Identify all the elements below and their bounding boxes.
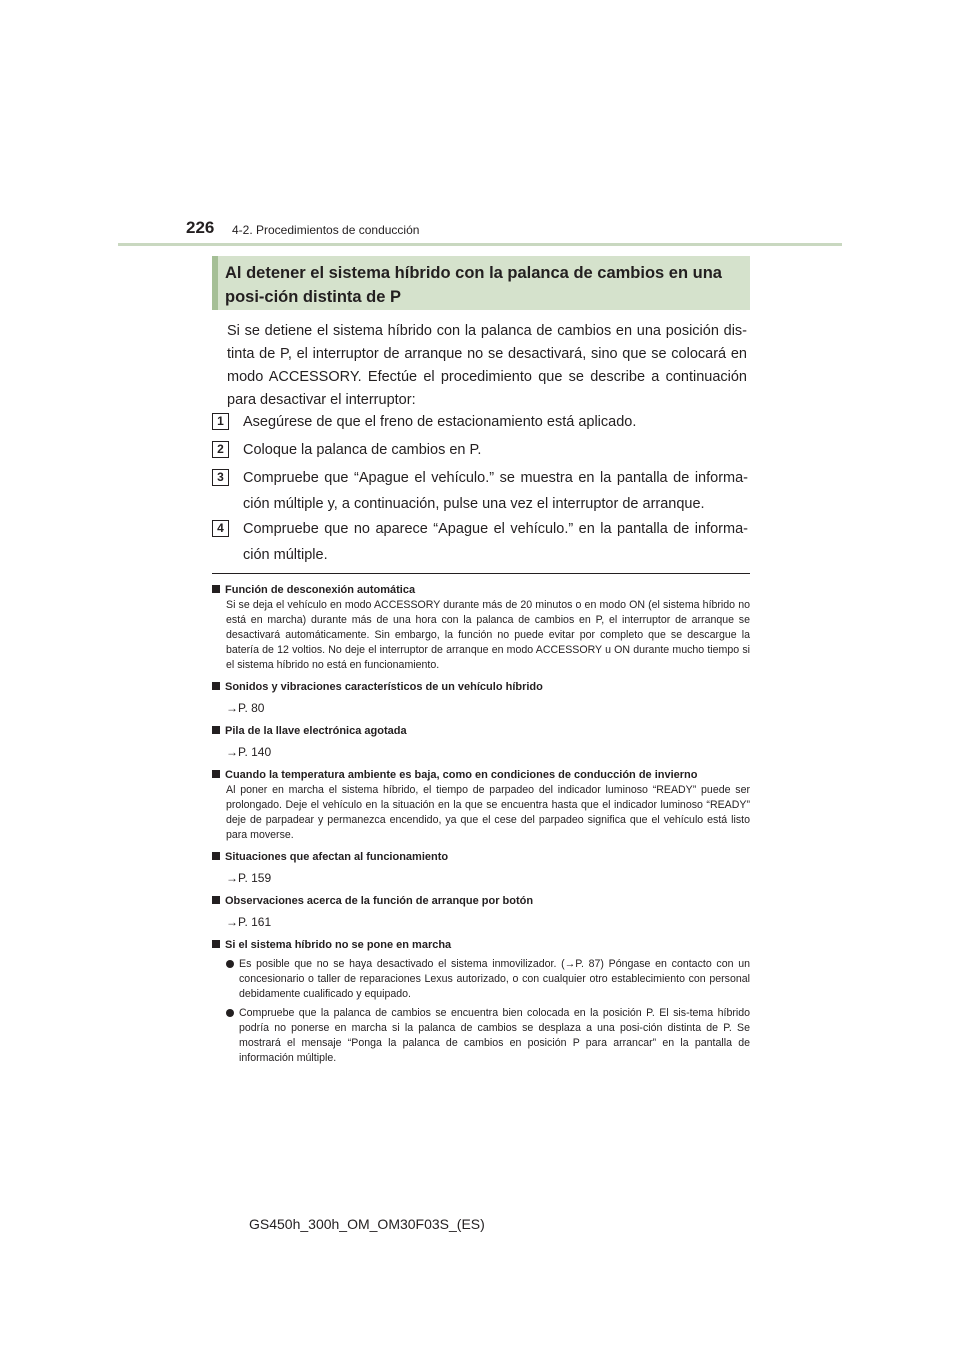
square-bullet-icon bbox=[212, 682, 220, 690]
notes bbox=[212, 583, 750, 1073]
step-text: Coloque la palanca de cambios en P. bbox=[243, 442, 482, 458]
note-title: Cuando la temperatura ambiente es baja, como en condiciones de conducción de invierno bbox=[212, 768, 750, 783]
square-bullet-icon bbox=[212, 585, 220, 593]
section-title: 4-2. Procedimientos de conducción bbox=[232, 223, 420, 237]
step-number: 3 bbox=[212, 469, 229, 486]
square-bullet-icon bbox=[212, 726, 220, 734]
step-text: Compruebe que no aparece “Apague el vehículo.” en la pantalla de informa-ción múltiple. bbox=[243, 521, 748, 563]
note bbox=[212, 768, 750, 843]
note bbox=[212, 680, 750, 717]
note bbox=[212, 894, 750, 931]
note-title: Observaciones acerca de la función de arranque por botón bbox=[212, 894, 750, 909]
step-text: Compruebe que “Apague el vehículo.” se muestra en la pantalla de informa-ción múltiple y, a continuación, pulse una vez el interruptor de arranque. bbox=[243, 470, 748, 512]
footer-code: GS450h_300h_OM_OM30F03S_(ES) bbox=[249, 1216, 485, 1232]
square-bullet-icon bbox=[212, 896, 220, 904]
note-title: Pila de la llave electrónica agotada bbox=[212, 724, 750, 739]
bullet-item: Es posible que no se haya desactivado el sistema inmovilizador. (→P. 87) Póngase en contacto con un concesionario o taller de reparaciones Lexus autorizado, o con cualquier otro establecimiento con personal debidamente cualificado y equipado. bbox=[212, 957, 750, 1002]
square-bullet-icon bbox=[212, 852, 220, 860]
page-reference: →P. 159 bbox=[226, 871, 272, 885]
page-number: 226 bbox=[186, 218, 215, 237]
bullet-item: Compruebe que la palanca de cambios se encuentra bien colocada en la posición P. El sis-tema híbrido podría no ponerse en marcha si la palanca de cambios se desplaza a una posi-ción distinta de P. Se mostrará el mensaje “Ponga la palanca de cambios en posición P para arrancar” en la pantalla de información múltiple. bbox=[212, 1006, 750, 1066]
step-number: 2 bbox=[212, 441, 229, 458]
step-text: Asegúrese de que el freno de estacionamiento está aplicado. bbox=[243, 414, 637, 430]
note bbox=[212, 850, 750, 887]
note-title: Si el sistema híbrido no se pone en marcha bbox=[212, 938, 750, 953]
note bbox=[212, 583, 750, 673]
section-divider bbox=[212, 573, 750, 574]
round-bullet-icon bbox=[226, 1009, 234, 1017]
page-reference: →P. 161 bbox=[226, 915, 272, 929]
header-rule bbox=[118, 243, 842, 246]
note-body: Si se deja el vehículo en modo ACCESSORY durante más de 20 minutos o en modo ON (el sistema híbrido no está en marcha) durante más de una hora con la palanca de cambios en P, el interruptor de arranque se desactivará automáticamente. Sin embargo, la función no puede evitar por completo que se descargue la batería de 12 voltios. No deje el interruptor de arranque en modo ACCESSORY u ON durante mucho tiempo si el sistema híbrido no está en funcionamiento. bbox=[226, 599, 750, 671]
step-number: 1 bbox=[212, 413, 229, 430]
note bbox=[212, 724, 750, 761]
note-title: Función de desconexión automática bbox=[212, 583, 750, 598]
note bbox=[212, 938, 750, 1066]
page-reference: →P. 80 bbox=[226, 701, 265, 715]
square-bullet-icon bbox=[212, 940, 220, 948]
note-body: Al poner en marcha el sistema híbrido, el tiempo de parpadeo del indicador luminoso “READY” puede ser prolongado. Deje el vehículo en la situación en la que se encuentra hasta que el indicador luminoso “READY” deje de parpadear y permanezca encendido, ya que el cese del parpadeo significa que el vehículo está listo para moverse. bbox=[226, 784, 750, 841]
square-bullet-icon bbox=[212, 770, 220, 778]
round-bullet-icon bbox=[226, 960, 234, 968]
heading-box: Al detener el sistema híbrido con la palanca de cambios en una posi-ción distinta de P bbox=[212, 256, 750, 310]
intro-text: Si se detiene el sistema híbrido con la palanca de cambios en una posición dis-tinta de P, el interruptor de arranque no se desactivará, sino que se colocará en modo ACCESSORY. Efectúe el procedimiento que se describe a continuación para desactivar el interruptor: bbox=[227, 323, 747, 408]
step-number: 4 bbox=[212, 520, 229, 537]
note-title: Situaciones que afectan al funcionamiento bbox=[212, 850, 750, 865]
page-reference: →P. 140 bbox=[226, 745, 272, 759]
note-title: Sonidos y vibraciones característicos de un vehículo híbrido bbox=[212, 680, 750, 695]
